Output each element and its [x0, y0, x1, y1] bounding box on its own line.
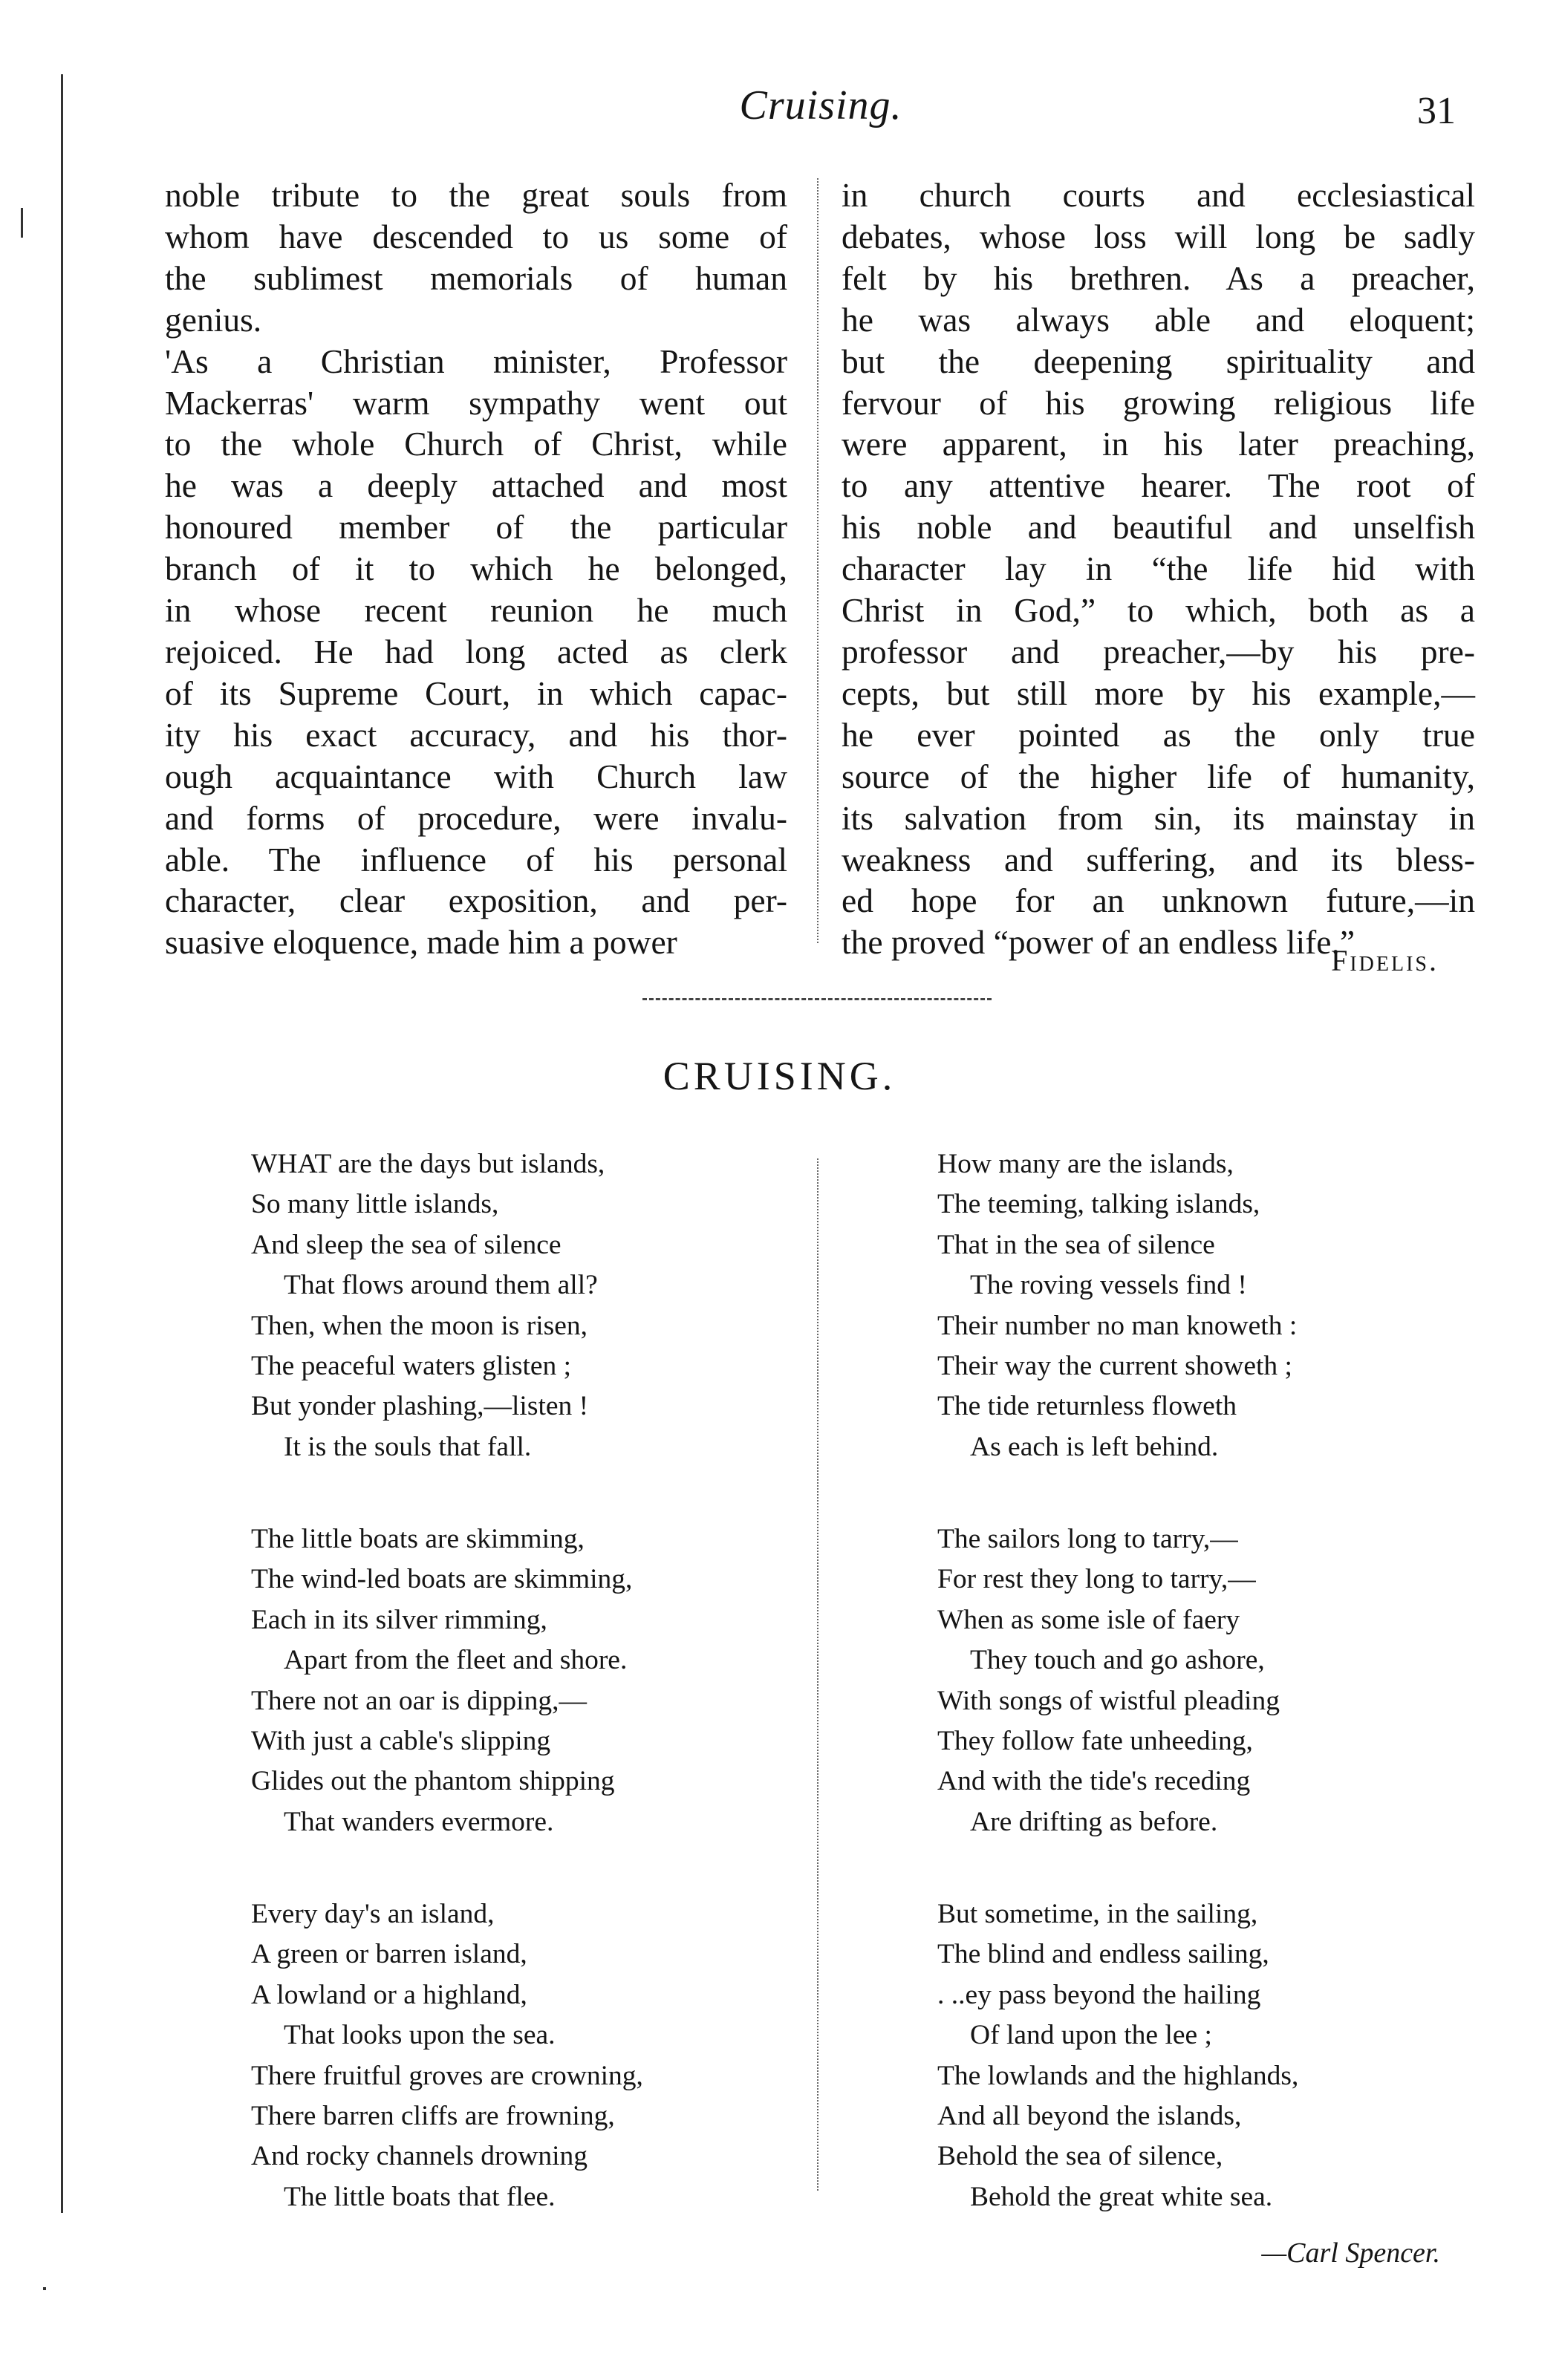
article-text-line: to any attentive hearer. The root of: [842, 466, 1475, 505]
poem-line: So many little islands,: [251, 1189, 499, 1220]
article-text-line: the sublimest memorials of human: [165, 258, 787, 297]
poem-line: That flows around them all?: [284, 1270, 598, 1301]
poem-title: CRUISING.: [663, 1054, 896, 1098]
poem-line: The roving vessels find !: [970, 1270, 1247, 1301]
poem-line: Of land upon the lee ;: [970, 2020, 1212, 2051]
poem-line: With songs of wistful pleading: [937, 1685, 1280, 1716]
poem-line: They touch and go ashore,: [970, 1645, 1265, 1676]
binding-edge-tick: [21, 208, 23, 238]
article-text-line: professor and preacher,—by his pre-: [842, 632, 1475, 671]
poem-line: WHAT are the days but islands,: [251, 1149, 605, 1179]
poem-line: The sailors long to tarry,—: [937, 1524, 1238, 1554]
article-text-line: character lay in “the life hid with: [842, 550, 1475, 588]
poem-line: Each in its silver rimming,: [251, 1604, 547, 1635]
article-text-line: ough acquaintance with Church law: [165, 757, 787, 795]
poem-line: Every day's an island,: [251, 1899, 495, 1929]
article-text-line: he was always able and eloquent;: [842, 300, 1475, 339]
article-text-line: ed hope for an unknown future,—in: [842, 881, 1475, 920]
poem-line: They follow fate unheeding,: [937, 1726, 1253, 1756]
article-text-line: but the deepening spirituality and: [842, 342, 1475, 380]
poem-line: A green or barren island,: [251, 1939, 527, 1970]
article-text-line: Christ in God,” to which, both as a: [842, 591, 1475, 630]
article-text-line: 'As a Christian minister, Professor: [165, 342, 787, 380]
poem-line: As each is left behind.: [970, 1431, 1219, 1462]
article-signature: Fidelis.: [1331, 944, 1439, 977]
article-text-line: he ever pointed as the only true: [842, 715, 1475, 754]
article-text-line: branch of it to which he belonged,: [165, 550, 787, 588]
article-text-line: fervour of his growing religious life: [842, 383, 1475, 422]
article-text-line: character, clear exposition, and per-: [165, 881, 787, 920]
article-text-line: genius.: [165, 300, 262, 339]
poem-line: That in the sea of silence: [937, 1229, 1215, 1260]
article-text-line: whom have descended to us some of: [165, 217, 787, 255]
article-text-line: were apparent, in his later preaching,: [842, 425, 1475, 463]
poem-line: . ..ey pass beyond the hailing: [937, 1979, 1261, 2010]
poem-line: That wanders evermore.: [284, 1806, 554, 1837]
poem-line: The peaceful waters glisten ;: [251, 1351, 572, 1381]
article-text-line: cepts, but still more by his example,—: [842, 674, 1475, 712]
poem-line: The little boats are skimming,: [251, 1524, 585, 1554]
article-text-line: its salvation from sin, its mainstay in: [842, 798, 1475, 837]
poem-line: Apart from the fleet and shore.: [284, 1645, 628, 1676]
poem-line: The wind-led boats are skimming,: [251, 1564, 633, 1595]
poem-line: There barren cliffs are frowning,: [251, 2101, 615, 2131]
poem-line: But yonder plashing,—listen !: [251, 1391, 589, 1422]
article-text-line: ity his exact accuracy, and his thor-: [165, 715, 787, 754]
article-text-line: debates, whose loss will long be sadly: [842, 217, 1475, 255]
article-text-line: the proved “power of an endless life.”: [842, 923, 1355, 962]
article-text-line: Mackerras' warm sympathy went out: [165, 383, 787, 422]
poem-attribution: —Carl Spencer.: [1261, 2237, 1440, 2269]
poem-line: And all beyond the islands,: [937, 2101, 1242, 2131]
article-text-line: of its Supreme Court, in which capac-: [165, 674, 787, 712]
poem-line: For rest they long to tarry,—: [937, 1564, 1256, 1595]
poem-line: And rocky channels drowning: [251, 2141, 588, 2172]
poem-line: The lowlands and the highlands,: [937, 2060, 1299, 2091]
column-divider: [817, 178, 818, 943]
article-text-line: to the whole Church of Christ, while: [165, 425, 787, 463]
binding-edge-dot: [43, 2287, 46, 2290]
article-text-line: in whose recent reunion he much: [165, 591, 787, 630]
article-text-line: honoured member of the particular: [165, 508, 787, 547]
poem-line: Are drifting as before.: [970, 1806, 1218, 1837]
article-text-line: suasive eloquence, made him a power: [165, 923, 677, 962]
article-text-line: in church courts and ecclesiastical: [842, 176, 1475, 214]
article-text-line: felt by his brethren. As a preacher,: [842, 258, 1475, 297]
binding-edge-mark: [61, 74, 63, 2213]
poem-line: Their way the current showeth ;: [937, 1351, 1292, 1381]
poem-line: Behold the sea of silence,: [937, 2141, 1223, 2172]
poem-line: And sleep the sea of silence: [251, 1229, 562, 1260]
poem-line: Behold the great white sea.: [970, 2181, 1273, 2212]
running-title: Cruising.: [739, 82, 902, 128]
article-text-line: source of the higher life of humanity,: [842, 757, 1475, 795]
poem-column-divider: [817, 1158, 818, 2191]
poem-line: The teeming, talking islands,: [937, 1189, 1260, 1220]
poem-line: When as some isle of faery: [937, 1604, 1240, 1635]
article-text-line: weakness and suffering, and its bless-: [842, 840, 1475, 878]
poem-line: Their number no man knoweth :: [937, 1310, 1298, 1341]
poem-line: That looks upon the sea.: [284, 2020, 556, 2051]
poem-line: Glides out the phantom shipping: [251, 1766, 615, 1797]
poem-line: The blind and endless sailing,: [937, 1939, 1269, 1970]
article-left-column: [165, 175, 787, 963]
article-text-line: noble tribute to the great souls from: [165, 176, 787, 214]
article-text-line: and forms of procedure, were invalu-: [165, 798, 787, 837]
article-right-column: [842, 175, 1475, 963]
article-text-line: able. The influence of his personal: [165, 840, 787, 878]
poem-line: But sometime, in the sailing,: [937, 1899, 1258, 1929]
poem-line: There not an oar is dipping,—: [251, 1685, 587, 1716]
poem-line: There fruitful groves are crowning,: [251, 2060, 643, 2091]
poem-line: And with the tide's receding: [937, 1766, 1251, 1797]
page-number: 31: [1417, 90, 1456, 132]
poem-line: How many are the islands,: [937, 1149, 1234, 1179]
poem-line: The tide returnless floweth: [937, 1391, 1237, 1422]
poem-line: With just a cable's slipping: [251, 1726, 551, 1756]
poem-line: A lowland or a highland,: [251, 1979, 527, 2010]
article-text-line: rejoiced. He had long acted as clerk: [165, 632, 787, 671]
poem-line: The little boats that flee.: [284, 2181, 556, 2212]
article-text-line: his noble and beautiful and unselfish: [842, 508, 1475, 547]
article-text-line: he was a deeply attached and most: [165, 466, 787, 505]
poem-line: Then, when the moon is risen,: [251, 1310, 588, 1341]
section-divider-rule: [642, 998, 992, 1000]
poem-line: It is the souls that fall.: [284, 1431, 532, 1462]
